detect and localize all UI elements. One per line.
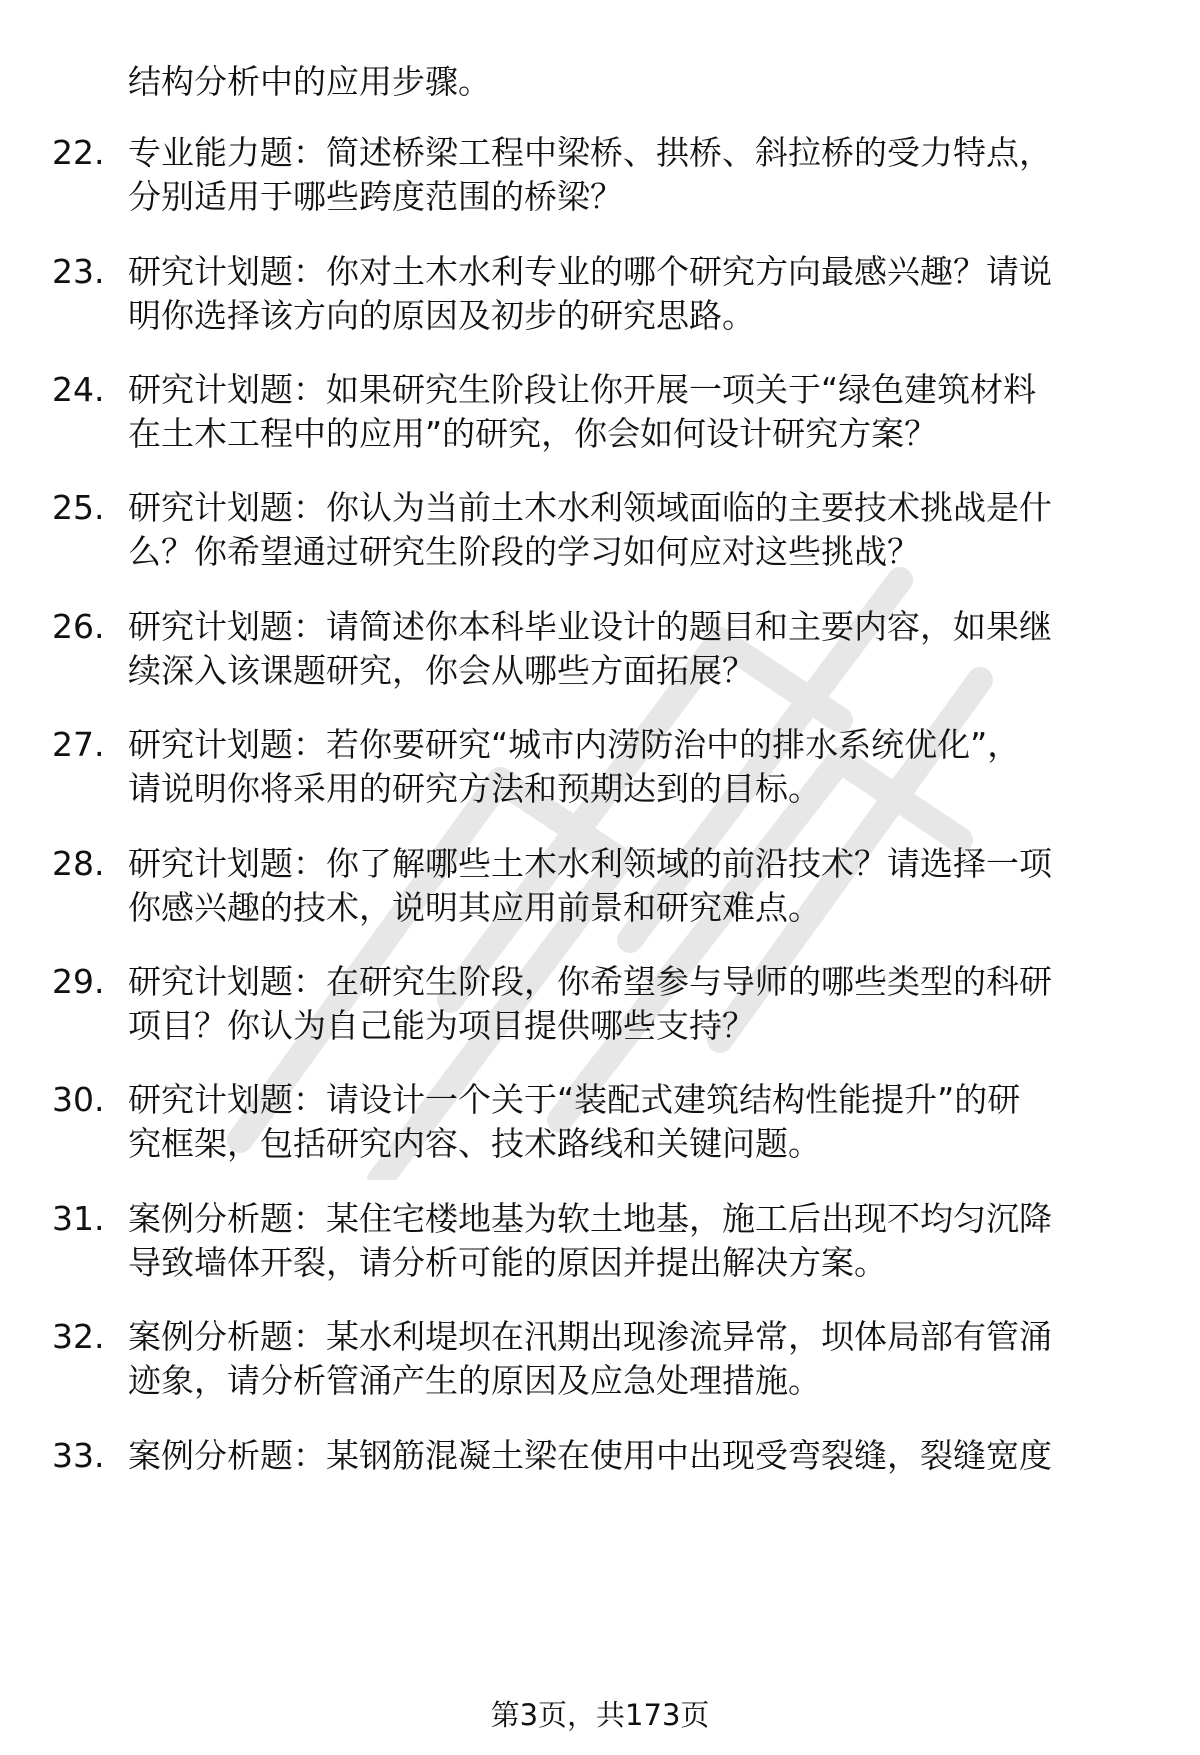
item-text-line: 究框架，包括研究内容、技术路线和关键问题。 [128,1124,821,1163]
item-text-line: 研究计划题：请简述你本科毕业设计的题目和主要内容，如果继 [128,607,1052,646]
item-number: 23. [52,252,105,291]
item-number: 33. [52,1436,105,1475]
item-number: 27. [52,725,105,764]
item-text-line: 你感兴趣的技术，说明其应用前景和研究难点。 [128,888,821,927]
item-text-line: 专业能力题：简述桥梁工程中梁桥、拱桥、斜拉桥的受力特点， [128,133,1052,172]
item-number: 32. [52,1317,105,1356]
item-text-line: 迹象，请分析管涌产生的原因及应急处理措施。 [128,1361,821,1400]
item-text-line: 案例分析题：某钢筋混凝土梁在使用中出现受弯裂缝，裂缝宽度 [128,1436,1052,1475]
page-footer: 第3页，共173页 [490,1698,710,1732]
item-number: 29. [52,962,105,1001]
item-number: 22. [52,133,105,172]
item-number: 28. [52,844,105,883]
item-text-line: 研究计划题：你对土木水利专业的哪个研究方向最感兴趣？请说 [128,252,1052,291]
item-text-line: 分别适用于哪些跨度范围的桥梁？ [128,177,623,216]
item-text-line: 研究计划题：如果研究生阶段让你开展一项关于“绿色建筑材料 [128,370,1037,409]
item-text-line: 请说明你将采用的研究方法和预期达到的目标。 [128,769,821,808]
item-number: 25. [52,488,105,527]
watermark-stamp [200,480,1000,1180]
item-number: 26. [52,607,105,646]
item-number: 24. [52,370,105,409]
item-text-line: 么？你希望通过研究生阶段的学习如何应对这些挑战？ [128,532,920,571]
continuation-text: 结构分析中的应用步骤。 [128,62,491,101]
item-text-line: 导致墙体开裂，请分析可能的原因并提出解决方案。 [128,1243,887,1282]
item-text-line: 续深入该课题研究，你会从哪些方面拓展？ [128,651,755,690]
item-text-line: 案例分析题：某水利堤坝在汛期出现渗流异常，坝体局部有管涌 [128,1317,1052,1356]
item-text-line: 研究计划题：请设计一个关于“装配式建筑结构性能提升”的研 [128,1080,1021,1119]
item-number: 31. [52,1199,105,1238]
item-number: 30. [52,1080,105,1119]
item-text-line: 案例分析题：某住宅楼地基为软土地基，施工后出现不均匀沉降 [128,1199,1052,1238]
item-text-line: 明你选择该方向的原因及初步的研究思路。 [128,296,755,335]
item-text-line: 研究计划题：你认为当前土木水利领域面临的主要技术挑战是什 [128,488,1052,527]
item-text-line: 研究计划题：在研究生阶段，你希望参与导师的哪些类型的科研 [128,962,1052,1001]
item-text-line: 研究计划题：你了解哪些土木水利领域的前沿技术？请选择一项 [128,844,1052,883]
item-text-line: 研究计划题：若你要研究“城市内涝防治中的排水系统优化”， [128,725,1021,764]
item-text-line: 项目？你认为自己能为项目提供哪些支持？ [128,1006,755,1045]
item-text-line: 在土木工程中的应用”的研究，你会如何设计研究方案？ [128,414,938,453]
